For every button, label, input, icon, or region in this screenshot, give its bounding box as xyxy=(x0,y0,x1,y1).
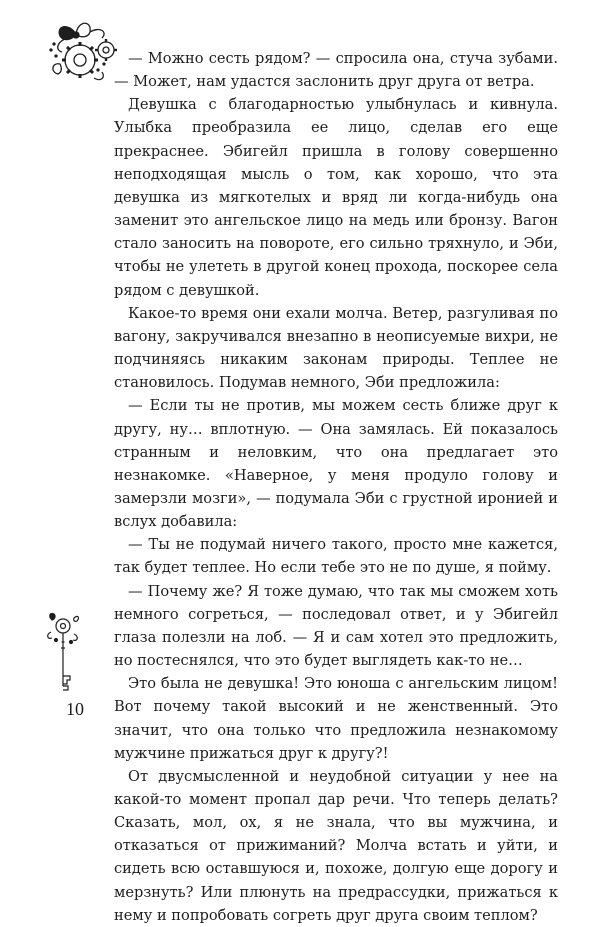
paragraph: — Почему же? Я тоже думаю, что так мы сможем хоть немного согреться, — последовал ответ, и у Эбигейл глаза полезли на лоб. — Я и сам хотел это предложить, но постеснялся, что это будет выглядеть как-то не… xyxy=(114,582,558,670)
paragraph: Девушка с благодарностью улыбнулась и кивнула. Улыбка преобразила ее лицо, сделав его еще прекраснее. Эбигейл пришла в голову совершенно неподходящая мысль о том, как хорошо, что эта девушка из мягкотелых и вряд ли когда-нибудь она заменит это ангельское лицо на медь или бронзу. Вагон стало заносить на повороте, его сильно тряхнуло, и Эби, чтобы не улететь в другой конец прохода, поскорее села рядом с девушкой. xyxy=(114,96,558,299)
paragraph: — Можно сесть рядом? — спросила она, стуча зубами. — Может, нам удастся заслонить друг друга от ветра. xyxy=(114,50,558,91)
body-text xyxy=(114,47,558,927)
gears-flower-icon xyxy=(46,14,122,86)
paragraph: — Если ты не против, мы можем сесть ближе друг к другу, ну… вплотную. — Она замялась. Ей показалось странным и неловким, что она предлагает это незнакомке. «Наверное, у меня продуло голову и замерзли мозги», — подумала Эби с грустной иронией и вслух добавила: xyxy=(114,397,558,531)
key-icon xyxy=(46,612,80,696)
paragraph: Какое-то время они ехали молча. Ветер, разгуливая по вагону, закручивался внезапно в неописуемые вихри, не подчиняясь никаким законам природы. Теплее не становилось. Подумав немного, Эби предложила: xyxy=(114,304,558,392)
paragraph: — Ты не подумай ничего такого, просто мне кажется, так будет теплее. Но если тебе это не по душе, я пойму. xyxy=(114,536,558,577)
page-number: 10 xyxy=(66,699,84,719)
paragraph: От двусмысленной и неудобной ситуации у нее на какой-то момент пропал дар речи. Что теперь делать? Сказать, мол, ох, я не знала, что вы мужчина, и отказаться от прижиманий? Молча встать и уйти, и сидеть всю оставшуюся и, похоже, долгую еще дорогу и мерзнуть? Или плюнуть на предрассудки, прижаться к нему и попробовать согреть друг друга своим теплом? xyxy=(114,767,558,924)
paragraph: Это была не девушка! Это юноша с ангельским лицом! Вот почему такой высокий и не женственный. Это значит, что она только что предложила незнакомому мужчине прижаться друг к другу?! xyxy=(114,675,558,762)
